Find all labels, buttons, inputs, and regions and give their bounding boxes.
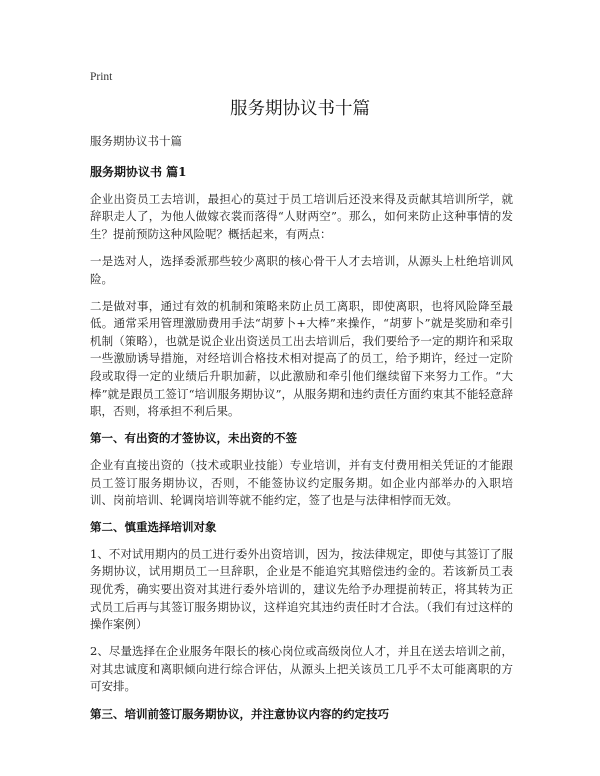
section-heading-1: 第一、有出资的才签协议，未出资的不签 xyxy=(90,431,297,446)
section-heading-2: 第二、慎重选择培训对象 xyxy=(90,520,217,535)
body-paragraph: 二是做对事，通过有效的机制和策略来防止员工离职，即使离职，也将风险降至最低。通常采用管理激励费用手法“胡萝卜+大棒”来操作，“胡萝卜”就是奖励和牵引机制（策略），也就是说企业出资送员工出去培训后，我们要给予一定的期许和采取一些激励诱导措施，对经培训合格技术相对提高了的员工，给予期许，经过一定阶段或取得一定的业绩后升职加薪，以此激励和牵引他们继续留下来努力工作。“大棒”就是跟员工签订“培训服务期协议”，从服务期和违约责任方面约束其不能轻意辞职，否则，将承担不利后果。 xyxy=(90,298,513,419)
body-paragraph: 企业出资员工去培训，最担心的莫过于员工培训后还没来得及贡献其培训所学，就辞职走人了，为他人做嫁衣裳而落得“人财两空”。那么，如何来防止这种事情的发生？提前预防这种风险呢？概括起来，有两点： xyxy=(90,191,513,241)
section-heading-article-1: 服务期协议书 篇1 xyxy=(90,165,187,180)
document-subtitle: 服务期协议书十篇 xyxy=(90,134,182,148)
print-label: Print xyxy=(90,71,113,83)
body-paragraph: 企业有直接出资的（技术或职业技能）专业培训，并有支付费用相关凭证的才能跟员工签订服务期协议，否则，不能签协议约定服务期。如企业内部举办的入职培训、岗前培训、轮调岗培训等就不能约定，签了也是与法律相悖而无效。 xyxy=(90,457,513,508)
body-paragraph: 1、不对试用期内的员工进行委外出资培训，因为，按法律规定，即使与其签订了服务期协议，试用期员工一旦辞职，企业是不能追究其赔偿违约金的。若该新员工表现优秀，确实要出资对其进行委外培训的，建议先给予办理提前转正，将其转为正式员工后再与其签订服务期协议，这样追究其违约责任时才合法。（我们有过这样的操作案例） xyxy=(90,546,513,632)
document-title: 服务期协议书十篇 xyxy=(230,99,370,119)
section-heading-3: 第三、培训前签订服务期协议，并注意协议内容的约定技巧 xyxy=(90,706,389,721)
body-paragraph: 一是选对人，选择委派那些较少离职的核心骨干人才去培训，从源头上杜绝培训风险。 xyxy=(90,253,513,286)
body-paragraph: 2、尽量选择在企业服务年限长的核心岗位或高级岗位人才，并且在送去培训之前，对其忠诚度和离职倾向进行综合评估，从源头上把关该员工几乎不太可能离职的方可安排。 xyxy=(90,644,513,694)
document-body xyxy=(90,133,513,732)
